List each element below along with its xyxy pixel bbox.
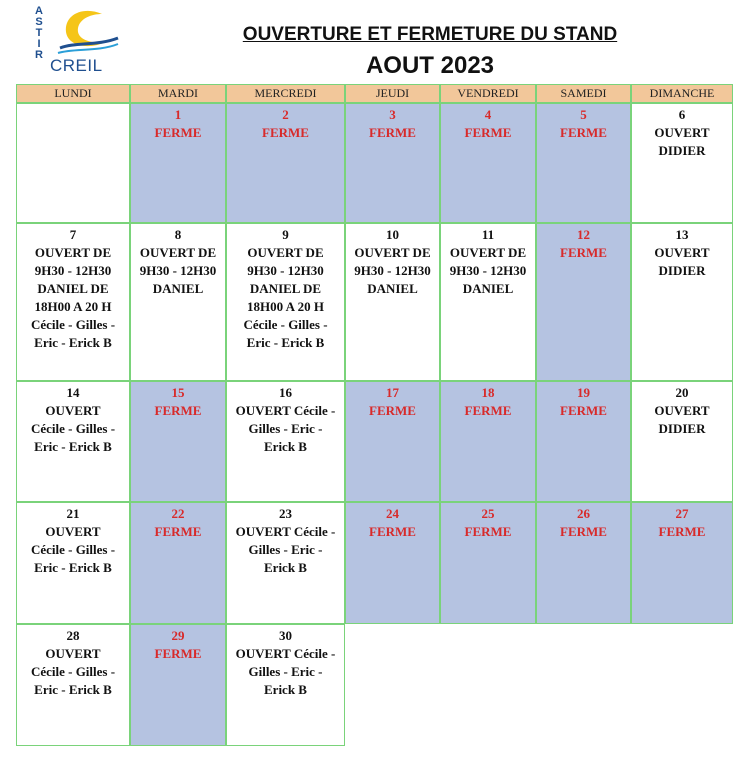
status-open: OUVERT DIDIER bbox=[654, 125, 710, 158]
status-closed: FERME bbox=[658, 524, 706, 539]
status-closed: FERME bbox=[560, 245, 607, 260]
day-number: 20 bbox=[675, 385, 689, 400]
day-number: 17 bbox=[386, 385, 399, 400]
logo-vertical-text bbox=[32, 6, 46, 61]
day-number: 26 bbox=[577, 506, 590, 521]
day-number: 7 bbox=[69, 227, 77, 242]
astir-creil-logo bbox=[30, 6, 120, 74]
status-closed: FERME bbox=[369, 403, 416, 418]
day-number: 11 bbox=[481, 227, 495, 242]
day-cell bbox=[440, 502, 536, 624]
day-header: LUNDI bbox=[16, 84, 130, 103]
status-open: OUVERT Cécile - Gilles - Eric - Erick B bbox=[30, 524, 116, 575]
day-header: MARDI bbox=[130, 84, 226, 103]
status-open: OUVERT Cécile - Gilles - Eric - Erick B bbox=[30, 646, 116, 697]
day-cell bbox=[631, 381, 733, 502]
status-open: OUVERT Cécile - Gilles - Eric - Erick B bbox=[235, 524, 336, 575]
calendar-grid bbox=[16, 84, 733, 746]
day-header: SAMEDI bbox=[536, 84, 631, 103]
day-cell bbox=[226, 381, 345, 502]
status-open: OUVERT DIDIER bbox=[654, 403, 710, 436]
day-cell bbox=[536, 103, 631, 223]
empty-cell bbox=[440, 624, 536, 746]
status-closed: FERME bbox=[464, 403, 512, 418]
day-cell bbox=[16, 381, 130, 502]
day-cell bbox=[536, 223, 631, 381]
day-cell bbox=[226, 103, 345, 223]
status-open: OUVERT Cécile - Gilles - Eric - Erick B bbox=[235, 403, 336, 454]
day-cell bbox=[440, 223, 536, 381]
day-number: 23 bbox=[279, 506, 292, 521]
day-cell bbox=[130, 223, 226, 381]
day-number: 12 bbox=[577, 227, 590, 242]
day-cell bbox=[536, 381, 631, 502]
status-closed: FERME bbox=[560, 403, 607, 418]
day-number: 16 bbox=[279, 385, 292, 400]
status-closed: FERME bbox=[369, 125, 416, 140]
day-number: 27 bbox=[675, 506, 689, 521]
day-cell bbox=[345, 381, 440, 502]
status-closed: FERME bbox=[369, 524, 416, 539]
status-open: OUVERT DE 9H30 - 12H30 DANIEL bbox=[139, 245, 217, 296]
status-closed: FERME bbox=[560, 524, 607, 539]
logo-swoosh-icon bbox=[54, 6, 120, 56]
logo-name: CREIL bbox=[50, 56, 103, 75]
status-closed: FERME bbox=[154, 524, 202, 539]
day-cell bbox=[631, 502, 733, 624]
day-number: 18 bbox=[481, 385, 495, 400]
day-number: 21 bbox=[66, 506, 80, 521]
status-closed: FERME bbox=[560, 125, 607, 140]
logo-letter: A bbox=[35, 5, 43, 17]
status-open: OUVERT Cécile - Gilles - Eric - Erick B bbox=[235, 646, 336, 697]
day-cell bbox=[130, 103, 226, 223]
status-open: OUVERT Cécile - Gilles - Eric - Erick B bbox=[30, 403, 116, 454]
day-number: 14 bbox=[66, 385, 80, 400]
day-cell bbox=[16, 103, 130, 223]
empty-cell bbox=[631, 624, 733, 746]
day-cell bbox=[345, 103, 440, 223]
day-number: 2 bbox=[282, 107, 289, 122]
day-cell bbox=[631, 223, 733, 381]
empty-cell bbox=[536, 624, 631, 746]
day-cell bbox=[631, 103, 733, 223]
status-open: OUVERT DE 9H30 - 12H30 DANIEL bbox=[354, 245, 431, 296]
day-cell bbox=[226, 223, 345, 381]
day-number: 15 bbox=[171, 385, 185, 400]
day-cell bbox=[130, 624, 226, 746]
status-closed: FERME bbox=[154, 646, 202, 661]
day-number: 9 bbox=[282, 227, 289, 242]
day-cell bbox=[16, 624, 130, 746]
day-header: VENDREDI bbox=[440, 84, 536, 103]
day-cell bbox=[226, 624, 345, 746]
day-number: 13 bbox=[675, 227, 689, 242]
page-title: OUVERTURE ET FERMETURE DU STAND bbox=[242, 24, 618, 45]
day-number: 1 bbox=[174, 107, 182, 122]
day-number: 22 bbox=[171, 506, 185, 521]
day-number: 6 bbox=[678, 107, 686, 122]
day-number: 30 bbox=[279, 628, 292, 643]
day-number: 5 bbox=[580, 107, 587, 122]
status-closed: FERME bbox=[464, 524, 512, 539]
logo-letter: R bbox=[35, 49, 43, 61]
empty-cell bbox=[345, 624, 440, 746]
day-cell bbox=[16, 502, 130, 624]
day-cell bbox=[345, 502, 440, 624]
status-closed: FERME bbox=[154, 403, 202, 418]
day-number: 19 bbox=[577, 385, 590, 400]
status-closed: FERME bbox=[464, 125, 512, 140]
day-number: 24 bbox=[386, 506, 399, 521]
day-header: MERCREDI bbox=[226, 84, 345, 103]
status-closed: FERME bbox=[154, 125, 202, 140]
day-cell bbox=[130, 502, 226, 624]
day-cell bbox=[440, 381, 536, 502]
day-number: 28 bbox=[66, 628, 80, 643]
page-subtitle: AOUT 2023 bbox=[365, 52, 495, 79]
day-number: 4 bbox=[484, 107, 492, 122]
day-cell bbox=[130, 381, 226, 502]
day-number: 10 bbox=[386, 227, 399, 242]
day-number: 25 bbox=[481, 506, 495, 521]
status-open: OUVERT DE 9H30 - 12H30 DANIEL bbox=[449, 245, 527, 296]
day-cell bbox=[536, 502, 631, 624]
day-header: JEUDI bbox=[345, 84, 440, 103]
status-open: OUVERT DE 9H30 - 12H30 DANIEL DE 18H00 A 20 H Cécile - Gilles - Eric - Erick B bbox=[30, 245, 116, 350]
day-cell bbox=[345, 223, 440, 381]
logo-letter: T bbox=[35, 27, 43, 39]
day-number: 3 bbox=[389, 107, 396, 122]
logo-letter: S bbox=[35, 16, 43, 28]
status-open: OUVERT DE 9H30 - 12H30 DANIEL DE 18H00 A 20 H Cécile - Gilles - Eric - Erick B bbox=[243, 245, 328, 350]
day-header: DIMANCHE bbox=[631, 84, 733, 103]
day-cell bbox=[440, 103, 536, 223]
day-cell bbox=[226, 502, 345, 624]
logo-letter: I bbox=[37, 38, 41, 50]
status-closed: FERME bbox=[262, 125, 309, 140]
day-number: 8 bbox=[174, 227, 182, 242]
day-number: 29 bbox=[171, 628, 185, 643]
day-cell bbox=[16, 223, 130, 381]
status-open: OUVERT DIDIER bbox=[654, 245, 710, 278]
